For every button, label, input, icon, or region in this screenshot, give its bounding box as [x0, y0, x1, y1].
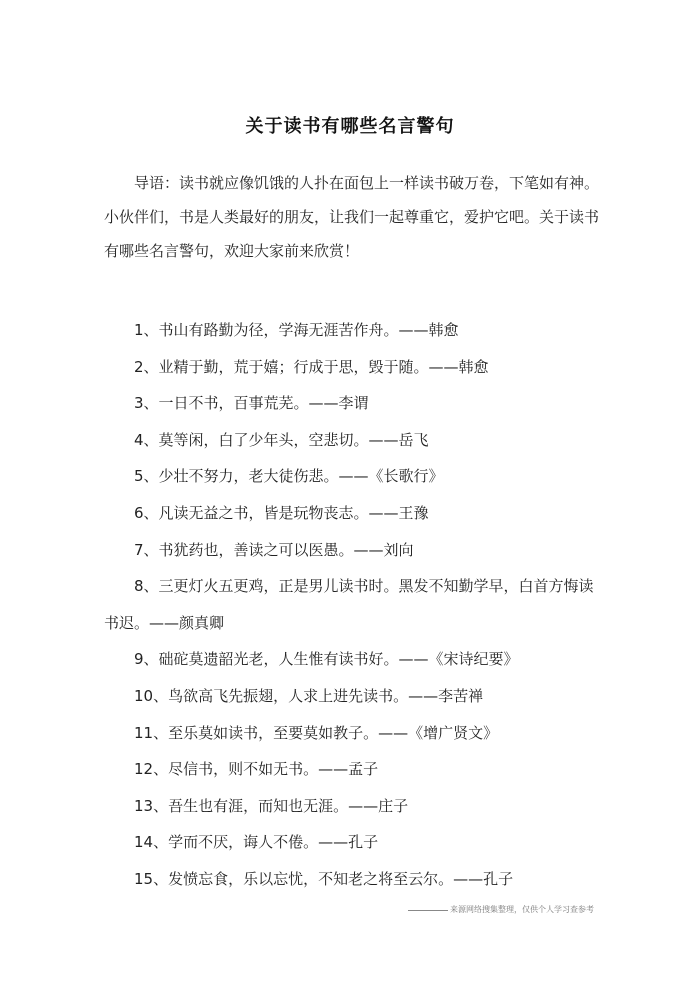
quote-text: 发愤忘食，乐以忘忧，不知老之将至云尔。——孔子 — [168, 869, 514, 888]
quote-number: 2、 — [134, 357, 159, 376]
quote-number: 8、 — [134, 577, 159, 596]
quote-number: 9、 — [134, 650, 159, 669]
quote-item — [104, 641, 604, 678]
quote-item — [104, 422, 604, 459]
quote-number: 3、 — [134, 394, 159, 413]
quote-item — [104, 824, 604, 861]
quote-text: 鸟欲高飞先振翅，人求上进先读书。——李苦禅 — [168, 686, 484, 705]
quote-number: 7、 — [134, 540, 159, 559]
quote-number: 1、 — [134, 321, 159, 339]
quote-item — [104, 458, 604, 495]
quote-item — [104, 385, 604, 422]
quote-text: 吾生也有涯，而知也无涯。——庄子 — [168, 796, 409, 815]
footer-note-text: 来源网络搜集整理，仅供个人学习查参考 — [450, 905, 594, 914]
document-title: 关于读书有哪些名言警句 — [245, 116, 455, 137]
quote-text: 础砣莫遗韶光老，人生惟有读书好。——《宋诗纪要》 — [158, 650, 519, 669]
intro-paragraph: 导语：读书就应像饥饿的人扑在面包上一样读书破万卷，下笔如有神。小伙伴们，书是人类最好的朋友，让我们一起尊重它，爱护它吧。关于读书有哪些名言警句，欢迎大家前来欣赏！ — [104, 174, 600, 260]
quote-item — [104, 861, 604, 898]
quote-number: 15、 — [134, 869, 169, 888]
quote-number: 11、 — [134, 723, 169, 742]
quote-text: 尽信书，则不如无书。——孟子 — [168, 760, 379, 779]
quote-text: 至乐莫如读书，至要莫如教子。——《增广贤文》 — [168, 723, 499, 742]
quote-number: 13、 — [134, 796, 169, 815]
quote-text: 书山有路勤为径，学海无涯苦作舟。——韩愈 — [158, 321, 459, 339]
footer-dash — [408, 910, 448, 911]
quote-item — [104, 751, 604, 788]
quote-item — [104, 495, 604, 532]
footer-note — [408, 904, 594, 915]
quote-text: 学而不厌，诲人不倦。——孔子 — [168, 833, 379, 852]
quote-text: 莫等闲，白了少年头，空悲切。——岳飞 — [158, 430, 429, 449]
quote-text: 书犹药也，善读之可以医愚。——刘向 — [158, 540, 414, 559]
quote-text: 少壮不努力，老大徒伤悲。——《长歌行》 — [158, 467, 444, 486]
quote-item — [104, 349, 604, 386]
quote-item — [104, 532, 604, 569]
quote-text: 一日不书，百事荒芜。——李谓 — [158, 394, 369, 413]
quote-number: 4、 — [134, 430, 159, 449]
quote-text: 三更灯火五更鸡，正是男儿读书时。黑发不知勤学早，白首方悔读书迟。——颜真卿 — [104, 577, 594, 632]
quote-number: 12、 — [134, 760, 169, 779]
quote-item — [104, 568, 604, 641]
quote-item — [104, 715, 604, 752]
quote-list — [104, 312, 604, 898]
quote-number: 10、 — [134, 686, 169, 705]
quote-number: 14、 — [134, 833, 169, 852]
quote-number: 6、 — [134, 503, 159, 522]
quote-number: 5、 — [134, 467, 159, 486]
quote-item — [104, 312, 604, 349]
quote-item — [104, 678, 604, 715]
quote-item — [104, 788, 604, 825]
quote-text: 业精于勤，荒于嬉；行成于思，毁于随。——韩愈 — [158, 357, 489, 376]
quote-text: 凡读无益之书，皆是玩物丧志。——王豫 — [158, 503, 429, 522]
